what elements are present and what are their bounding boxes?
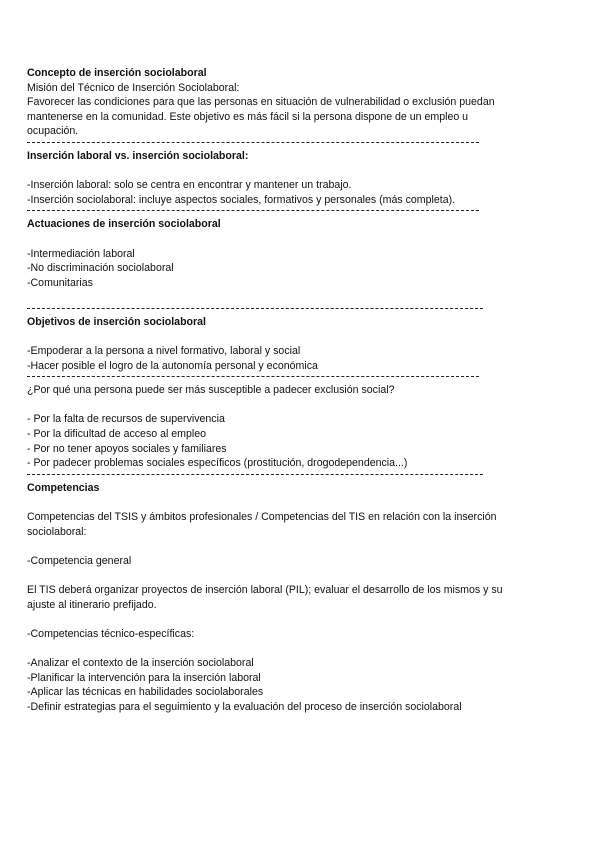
list-item: - Por la dificultad de acceso al empleo — [27, 428, 207, 441]
list-item: -Hacer posible el logro de la autonomía personal y económica — [27, 359, 318, 372]
list-item: -Empoderar a la persona a nivel formativo, laboral y social — [27, 345, 301, 358]
paragraph-line: ajuste al itinerario prefijado. — [27, 598, 157, 611]
question-exclusion: ¿Por qué una persona puede ser más susceptible a padecer exclusión social? — [27, 384, 395, 397]
paragraph-line: Competencias del TSIS y ámbitos profesionales / Competencias del TIS en relación con la inserción — [27, 511, 497, 524]
list-item: -Inserción sociolaboral: incluye aspectos sociales, formativos y personales (más completa). — [27, 193, 456, 206]
paragraph-line: sociolaboral: — [27, 525, 87, 538]
list-item: -Definir estrategias para el seguimiento y la evaluación del proceso de inserción sociolaboral — [27, 700, 462, 713]
list-item: -Comunitarias — [27, 276, 93, 289]
paragraph-line: mantenerse en la comunidad. Este objetivo es más fácil si la persona dispone de un empleo u — [27, 110, 469, 123]
competencia-general-label: -Competencia general — [27, 554, 132, 567]
list-item: -No discriminación sociolaboral — [27, 262, 174, 275]
list-item: -Intermediación laboral — [27, 247, 135, 260]
competencias-especificas-label: -Competencias técnico-específicas: — [27, 627, 195, 640]
list-item: - Por no tener apoyos sociales y familiares — [27, 442, 227, 455]
dashed-separator — [27, 474, 483, 476]
list-item: -Inserción laboral: solo se centra en encontrar y mantener un trabajo. — [27, 179, 352, 192]
dashed-separator — [27, 142, 479, 144]
paragraph-line: ocupación. — [27, 125, 79, 138]
section-title-objetivos: Objetivos de inserción sociolaboral — [27, 315, 206, 328]
section-title-insercion-vs: Inserción laboral vs. inserción sociolaboral: — [27, 149, 249, 162]
list-item: -Analizar el contexto de la inserción sociolaboral — [27, 656, 254, 669]
dashed-separator — [27, 376, 479, 378]
list-item: - Por la falta de recursos de supervivencia — [27, 413, 225, 426]
section-title-competencias: Competencias — [27, 481, 100, 494]
dashed-separator — [27, 308, 483, 310]
section-title-concepto: Concepto de inserción sociolaboral — [27, 67, 207, 79]
section-title-actuaciones: Actuaciones de inserción sociolaboral — [27, 218, 221, 231]
list-item: -Aplicar las técnicas en habilidades sociolaborales — [27, 686, 264, 699]
subtitle-mision: Misión del Técnico de Inserción Sociolaboral: — [27, 81, 240, 94]
list-item: -Planificar la intervención para la inserción laboral — [27, 671, 261, 684]
list-item: - Por padecer problemas sociales específicos (prostitución, drogodependencia...) — [27, 457, 408, 470]
paragraph-line: Favorecer las condiciones para que las personas en situación de vulnerabilidad o exclusión puedan — [27, 96, 495, 109]
dashed-separator — [27, 210, 479, 212]
paragraph-line: El TIS deberá organizar proyectos de inserción laboral (PIL); evaluar el desarrollo de los mismos y su — [27, 584, 503, 596]
document-page — [27, 66, 537, 714]
